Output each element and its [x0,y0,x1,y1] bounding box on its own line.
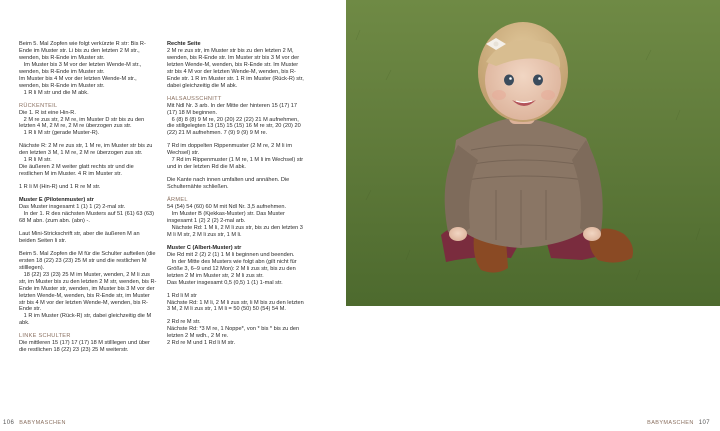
paragraph: 7 Rd im doppelten Rippenmuster (2 M re, 2 M li im Wechsel) str. 7 Rd im Rippenmuster (1 M re, 1 M li im Wechsel) str und in der letzten Rd die M abk. [167,143,304,171]
paragraph: Mit Ndl Nr. 3 arb. In der Mitte der hinteren 15 (17) 17 (17) 18 M beginnen. 6 (8) 8 (8) 9 M re, 20 (20) 22 (22) 21 M aufnehmen, die stillgelegten 13 (15) 15 (15) 16 M re str, 20 (20) 20 (22) 21 M aufnehmen. 7 (9) 9 (9) 9 M re. [167,102,301,137]
paragraph: Die Rd mit 2 (2) 2 (1) 1 M li beginnen und beenden. In der Mitte des Musters wie folgt abn (gilt nicht für Größe 3, 6–9 und 12 Mon): 2 M li zus str, bis zu den letzten 2 M im Muster str, 2 M li zus str. Das Muster insgesamt 0,5 (0,5) 1 (1) 1-mal str. [167,251,297,286]
paragraph: Das Muster insgesamt 1 (1) 1 (2) 2-mal str. In der 1. R des nächsten Musters auf 51 (61) 63 (63) 68 M abn. (zum abn. (abn) -. [19,204,154,224]
left-eye [504,75,514,86]
section-heading: Muster E (Pilotenmuster) str [19,197,94,204]
left-hand [449,227,467,241]
baby-photo-icon [346,0,720,306]
subsection-heading: HALSAUSSCHNITT [167,95,222,102]
subsection-heading: RÜCKENTEIL [19,102,58,109]
right-hand [583,227,601,241]
page-number-left: 106 [3,420,15,426]
text-column-1 [19,41,157,360]
paragraph: Die Kante nach innen umfalten und annähen. Die Schulternähte schließen. [167,177,291,191]
section-heading: Rechte Seite [167,41,201,47]
paragraph: Beim 5. Mal Zopfen wie folgt verkürzte R str: Bis R-Ende im Muster str. Li bis zu den letzten 2 M str., wenden, bis R-Ende im Muster str. Im Muster bis 3 M vor der letzten Wende-M str., wenden, bis R-Ende im Muster str. Im Muster bis 4 M vor der letzten Wende-M str., wenden, bis R-Ende im Muster str. 1 R li M str und die M abk. [19,41,146,96]
paragraph: 2 M re zus str, im Muster str bis zu den letzten 2 M, wenden, bis R-Ende str. Im Muster str bis 3 M vor der letzten Wende-M, wenden, bis R-Ende str. Im Muster str bis 4 M vor der letzten Wende-M, wenden, bis R-Ende str. 1 R im Muster str. 1 R im Muster (Rück-R) str, dabei gleichzeitig die M abk. [167,47,306,89]
paragraph: 2 Rd re M str. Nächste Rd: *3 M re, 1 Noppe*, von * bis * bis zu den letzten 2 M wdh., 2 M re. 2 Rd re M und 1 Rd li M str. [167,319,300,347]
footer-left [3,420,66,426]
section-title-left: BABYMASCHEN [19,420,66,426]
left-page [0,0,346,431]
page-number-right: 107 [698,420,710,426]
sweater [452,118,598,248]
text-column-2 [167,41,305,353]
paragraph: Beim 5. Mal Zopfen die M für die Schulter aufteilen (die ersten 18 (22) 23 (23) 25 M str und die restlichen M stilllegen). 18 (22) 23 (23) 25 M im Muster, wenden, 2 M li zus str, im Muster bis zu den letzten 2 M str, wenden, bis R-Ende im Muster str, wenden, im Muster bis 3 M vor der letzten Wende-M, wenden, bis R-Ende str, im Muster str bis 4 M vor der letzten Wende-M, wenden, bis R-Ende str. 1 R im Muster (Rück-R) str, dabei gleichzeitig die M abk. [19,250,157,327]
baby-photo [346,0,720,306]
paragraph: 1 Rd li M str Nächste Rd: 1 M li, 2 M li zus str, li M bis zu den letzten 3 M, 2 M li zus str, 1 M li = 50 (50) 50 (54) 54 M. [167,292,304,313]
paragraph: Nächste R: 2 M re zus str, 1 M re, im Muster str bis zu den letzten 3 M, 1 M re, 2 M re überzogen zus str. 1 R li M str. Die äußeren 2 M weiter glatt rechts str und die restlichen M im Muster. 4 R im Muster str. [19,143,153,178]
paragraph: Die mittleren 15 (17) 17 (17) 18 M stilllegen und über die restlichen 18 (22) 23 (23) 25 M weiterstr. [19,340,152,354]
section-title-right: BABYMASCHEN [647,420,694,426]
footer-right [647,420,710,426]
paragraph: 1 R li M (Hin-R) und 1 R re M str. [19,184,101,191]
paragraph: Die 1. R ist eine Hin-R. 2 M re zus str, 2 M re, im Muster D str bis zu den letzten 4 M, 2 M re, 2 M re überzogen zus str. 1 R li M str (gerade Muster-R). [19,109,145,137]
subsection-heading: ÄRMEL [167,197,188,204]
section-heading: Muster C (Albert-Muster) str [167,244,242,251]
paragraph: 54 (54) 54 (60) 60 M mit Ndl Nr. 3,5 aufnehmen. Im Muster B (Kjekkas-Muster) str. Das Muster insgesamt 1 (2) 2 (2) 2-mal arb. Nächste Rd: 1 M li, 2 M li zus str, bis zu den letzten 3 M li M str, 2 M li zus str, 1 M li. [167,204,303,238]
right-eye [533,75,543,86]
paragraph: Laut Mini-Strickschrift str, aber die äußeren M an beiden Seiten li str. [19,230,142,244]
subsection-heading: LINKE SCHULTER [19,333,71,340]
